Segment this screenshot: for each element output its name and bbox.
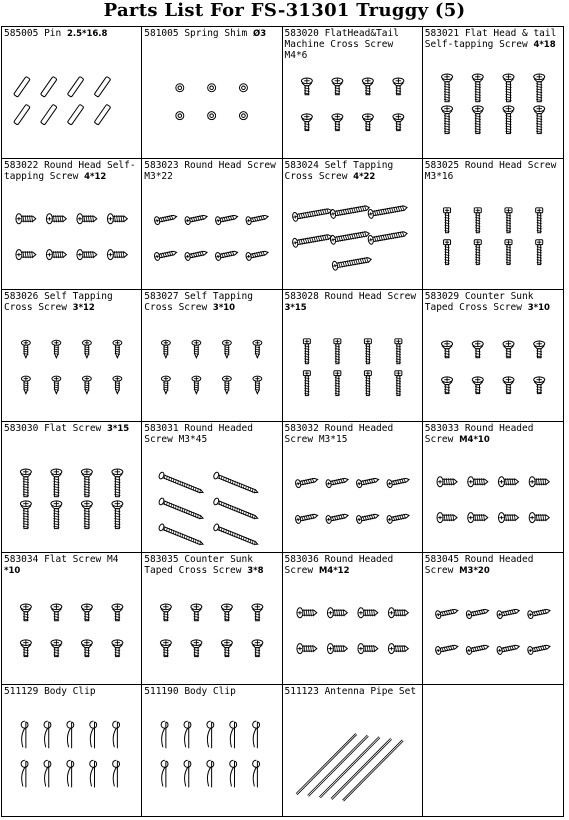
part-name: Self Tapping Cross Screw (284, 159, 394, 182)
flatshort-icon (392, 114, 403, 131)
capv-icon (364, 339, 371, 364)
flatshort-icon (441, 377, 452, 394)
capv-icon (333, 371, 340, 396)
pin-icon (40, 104, 57, 125)
part-name: Round Headed Screw (284, 554, 394, 576)
panv-icon (223, 340, 232, 357)
part-size: 4*12 (84, 171, 107, 182)
part-illustration (142, 290, 281, 421)
part-cell (2, 685, 142, 817)
part-code: 583020 (284, 28, 319, 39)
flatshort-icon (252, 604, 263, 621)
panv-icon (82, 340, 91, 357)
part-cell (283, 27, 423, 159)
roundh-icon (296, 608, 316, 618)
clip-icon (184, 721, 191, 748)
part-name: Spring Shim (184, 28, 248, 39)
roundhlong-icon (435, 642, 459, 654)
part-illustration (142, 422, 281, 553)
diaglong-icon (158, 471, 204, 495)
shim-icon (240, 112, 248, 120)
part-name: Flat Screw M4 (44, 554, 119, 565)
shim-icon (208, 112, 216, 120)
part-name: Antenna Pipe Set (324, 685, 417, 697)
clip-icon (21, 760, 28, 787)
part-code: 583036 (284, 554, 319, 565)
part-cell (142, 422, 282, 554)
flatshort-icon (191, 604, 202, 621)
part-illustration (2, 159, 141, 290)
part-name: Round Headed Screw M3*45 (144, 422, 253, 445)
pin-icon (14, 76, 31, 97)
roundhlong-icon (496, 607, 520, 619)
part-cell (423, 422, 563, 554)
part-cell (142, 553, 282, 685)
roundhlong-icon (154, 212, 178, 224)
panv-icon (21, 340, 30, 357)
part-size: 4*22 (353, 171, 376, 182)
part-name: Round Head Screw M3*22 (144, 159, 276, 182)
flatshort-icon (331, 78, 342, 95)
part-name: Self Tapping Cross Screw (144, 291, 253, 313)
parts-grid (1, 26, 564, 817)
roundh-icon (77, 213, 97, 223)
antenna-icon (319, 737, 379, 797)
roundhlong-icon (496, 642, 520, 654)
pin-icon (94, 104, 111, 125)
part-illustration (283, 685, 422, 817)
part-illustration (2, 27, 141, 158)
roundhlong-icon (294, 475, 318, 487)
part-code: 583031 (144, 422, 179, 434)
part-illustration (142, 685, 281, 817)
part-cell (423, 290, 563, 422)
flatlong-icon (441, 106, 452, 134)
flatshort-icon (362, 114, 373, 131)
flatshort-icon (441, 341, 452, 358)
flatshort-icon (301, 78, 312, 95)
part-code: 583033 (424, 422, 460, 434)
part-cell (423, 553, 563, 685)
flatlong-icon (472, 106, 483, 134)
part-name: Round Headed Screw (424, 422, 534, 445)
part-code: 583034 (4, 554, 39, 565)
part-illustration (283, 422, 422, 553)
roundhlong-icon (185, 248, 209, 260)
clip-icon (230, 721, 237, 748)
part-cell (2, 422, 142, 554)
clip-icon (207, 721, 214, 748)
part-cell (142, 27, 282, 159)
part-cell (142, 159, 282, 291)
antenna-icon (343, 740, 403, 800)
part-cell (2, 290, 142, 422)
part-illustration (2, 553, 141, 684)
part-code: 583029 (424, 291, 460, 302)
capv-icon (535, 207, 542, 232)
panv-icon (82, 376, 91, 393)
part-code: 583027 (144, 291, 179, 302)
part-name: Round Head Screw (324, 291, 417, 302)
part-size: *10 (4, 566, 21, 576)
flatshort-icon (362, 78, 373, 95)
roundhlong-icon (246, 212, 270, 224)
part-cell (142, 290, 282, 422)
clip-icon (230, 760, 237, 787)
part-cell (423, 27, 563, 159)
part-code: 583035 (144, 554, 179, 565)
diaglong-icon (213, 497, 259, 521)
part-illustration (423, 159, 563, 290)
flatshort-icon (252, 640, 263, 657)
antenna-icon (296, 733, 356, 793)
roundh-icon (529, 476, 549, 486)
shim-icon (176, 112, 184, 120)
panv-icon (162, 376, 171, 393)
part-name: Body Clip (44, 685, 96, 697)
clip-icon (161, 721, 168, 748)
flatlong-icon (503, 106, 514, 134)
roundh-icon (107, 249, 127, 259)
part-code: 581005 (144, 28, 179, 39)
clip-icon (184, 760, 191, 787)
part-size: Ø3 (252, 29, 267, 39)
part-illustration (283, 27, 422, 158)
flatlong-icon (51, 469, 62, 497)
part-name: FlatHead&Tail Machine Cross Screw M4*6 (284, 28, 399, 61)
flatshort-icon (81, 604, 92, 621)
flatshort-icon (191, 640, 202, 657)
roundhxl-icon (291, 231, 331, 247)
part-illustration (423, 422, 563, 553)
roundh-icon (357, 644, 377, 654)
flatshort-icon (112, 604, 123, 621)
flatshort-icon (51, 604, 62, 621)
flatshort-icon (472, 377, 483, 394)
pin-icon (14, 104, 31, 125)
part-size: 3*10 (527, 303, 550, 313)
roundh-icon (529, 512, 549, 522)
flatlong-icon (533, 74, 544, 102)
shim-icon (240, 84, 248, 92)
part-illustration (2, 290, 141, 421)
flatshort-icon (533, 341, 544, 358)
pin-icon (40, 76, 57, 97)
roundh-icon (107, 213, 127, 223)
capv-icon (394, 371, 401, 396)
roundh-icon (437, 512, 457, 522)
part-size: 3*15 (107, 423, 130, 434)
clip-icon (90, 721, 97, 748)
clip-icon (207, 760, 214, 787)
roundhlong-icon (246, 248, 270, 260)
capv-icon (474, 207, 481, 232)
capv-icon (505, 207, 512, 232)
part-cell (283, 553, 423, 685)
roundhxl-icon (329, 203, 369, 219)
part-cell (423, 685, 563, 817)
roundh-icon (46, 249, 66, 259)
part-name: Body Clip (184, 685, 236, 697)
part-code: 583025 (424, 159, 460, 171)
part-cell (2, 27, 142, 159)
clip-icon (44, 760, 51, 787)
roundh-icon (498, 476, 518, 486)
flatshort-icon (533, 377, 544, 394)
part-code: 511123 (284, 685, 319, 697)
part-code: 583021 (424, 28, 460, 39)
roundhxl-icon (291, 206, 331, 222)
capv-icon (303, 371, 310, 396)
part-size: 2.5*16.8 (66, 29, 108, 39)
antenna-icon (331, 738, 391, 798)
capv-icon (364, 371, 371, 396)
panv-icon (162, 340, 171, 357)
part-name: Counter Sunk Taped Cross Screw (144, 554, 253, 576)
shim-icon (208, 84, 216, 92)
part-cell (283, 290, 423, 422)
part-cell (283, 422, 423, 554)
clip-icon (67, 721, 74, 748)
part-illustration (142, 553, 281, 684)
roundh-icon (467, 476, 487, 486)
clip-icon (253, 760, 260, 787)
flatshort-icon (51, 640, 62, 657)
clip-icon (44, 721, 51, 748)
roundh-icon (388, 644, 408, 654)
roundhlong-icon (154, 248, 178, 260)
flatlong-icon (81, 469, 92, 497)
roundhxl-icon (329, 229, 369, 245)
roundh-icon (16, 213, 36, 223)
part-cell (2, 159, 142, 291)
roundhlong-icon (325, 475, 349, 487)
part-illustration (142, 159, 281, 290)
part-illustration (2, 422, 141, 553)
flatlong-icon (51, 500, 62, 528)
page-title: Parts List For FS-31301 Truggy (5) (103, 0, 466, 21)
roundhlong-icon (325, 511, 349, 523)
part-size: 3*15 (284, 303, 307, 313)
flatshort-icon (503, 341, 514, 358)
part-code: 511129 (4, 685, 39, 697)
capv-icon (443, 239, 450, 264)
roundhlong-icon (185, 212, 209, 224)
part-name: Flat Head & tail Self-tapping Screw (424, 28, 557, 50)
diaglong-icon (158, 523, 204, 547)
roundhlong-icon (215, 248, 239, 260)
clip-icon (113, 721, 120, 748)
flatshort-icon (503, 377, 514, 394)
panv-icon (52, 376, 61, 393)
panv-icon (113, 376, 122, 393)
roundh-icon (437, 476, 457, 486)
roundhlong-icon (527, 607, 551, 619)
flatlong-icon (112, 500, 123, 528)
part-name: Self Tapping Cross Screw (4, 291, 113, 313)
panv-icon (253, 340, 262, 357)
roundhxl-icon (367, 203, 407, 219)
part-cell (283, 685, 423, 817)
flatlong-icon (20, 469, 31, 497)
part-illustration (283, 290, 422, 421)
part-illustration (2, 685, 141, 817)
roundh-icon (357, 608, 377, 618)
antenna-icon (308, 735, 368, 795)
clip-icon (67, 760, 74, 787)
capv-icon (535, 239, 542, 264)
part-name: Counter Sunk Taped Cross Screw (424, 291, 534, 313)
shim-icon (176, 84, 184, 92)
part-code: 583045 (424, 554, 460, 565)
pin-icon (94, 76, 111, 97)
part-size: 3*8 (247, 566, 264, 576)
roundh-icon (327, 608, 347, 618)
flatlong-icon (20, 500, 31, 528)
part-cell (283, 159, 423, 291)
part-size: M3*20 (459, 566, 490, 576)
part-size: 3*12 (72, 303, 95, 313)
capv-icon (394, 339, 401, 364)
part-illustration (283, 553, 422, 684)
roundh-icon (16, 249, 36, 259)
capv-icon (303, 339, 310, 364)
roundh-icon (327, 644, 347, 654)
roundh-icon (467, 512, 487, 522)
roundhlong-icon (355, 511, 379, 523)
part-name: Round Headed Screw M3*15 (284, 422, 394, 445)
roundhlong-icon (435, 607, 459, 619)
roundhlong-icon (386, 475, 410, 487)
capv-icon (443, 207, 450, 232)
part-illustration (283, 159, 422, 290)
flatshort-icon (161, 640, 172, 657)
panv-icon (192, 376, 201, 393)
roundhlong-icon (215, 212, 239, 224)
clip-icon (161, 760, 168, 787)
part-cell (2, 553, 142, 685)
capv-icon (474, 239, 481, 264)
flatlong-icon (112, 469, 123, 497)
pin-icon (67, 76, 84, 97)
part-name: Pin (44, 28, 62, 39)
part-cell (142, 685, 282, 817)
panv-icon (113, 340, 122, 357)
flatshort-icon (161, 604, 172, 621)
part-code: 583023 (144, 159, 179, 171)
roundh-icon (498, 512, 518, 522)
panv-icon (192, 340, 201, 357)
panv-icon (52, 340, 61, 357)
part-code: 511190 (144, 685, 179, 697)
roundh-icon (77, 249, 97, 259)
flatshort-icon (20, 640, 31, 657)
roundhlong-icon (527, 642, 551, 654)
flatshort-icon (392, 78, 403, 95)
roundhlong-icon (386, 511, 410, 523)
diaglong-icon (213, 523, 259, 547)
clip-icon (90, 760, 97, 787)
clip-icon (113, 760, 120, 787)
roundhlong-icon (465, 642, 489, 654)
part-size: 4*18 (533, 40, 556, 50)
part-code: 583030 (4, 422, 39, 434)
diaglong-icon (213, 471, 259, 495)
part-illustration (423, 290, 563, 421)
flatshort-icon (301, 114, 312, 131)
roundhlong-icon (355, 475, 379, 487)
roundh-icon (296, 644, 316, 654)
part-code: 583026 (4, 291, 39, 302)
part-size: M4*10 (459, 434, 490, 445)
flatshort-icon (472, 341, 483, 358)
flatshort-icon (331, 114, 342, 131)
clip-icon (253, 721, 260, 748)
part-illustration (423, 27, 563, 158)
flatshort-icon (20, 604, 31, 621)
capv-icon (333, 339, 340, 364)
part-name: Round Head Screw M3*16 (424, 159, 557, 182)
panv-icon (223, 376, 232, 393)
flatlong-icon (441, 74, 452, 102)
roundh-icon (388, 608, 408, 618)
part-cell (423, 159, 563, 291)
part-code: 583028 (284, 291, 319, 302)
flatlong-icon (472, 74, 483, 102)
part-size: M4*12 (318, 566, 350, 576)
flatlong-icon (503, 74, 514, 102)
part-code: 583032 (284, 422, 319, 434)
flatshort-icon (222, 640, 233, 657)
roundhxl-icon (367, 229, 407, 245)
pin-icon (67, 104, 84, 125)
flatlong-icon (81, 500, 92, 528)
panv-icon (21, 376, 30, 393)
part-illustration (142, 27, 281, 158)
roundhlong-icon (465, 607, 489, 619)
flatshort-icon (81, 640, 92, 657)
part-illustration (423, 553, 563, 684)
roundhlong-icon (294, 511, 318, 523)
part-name: Round Headed Screw (424, 554, 534, 576)
part-name: Round Head Self-tapping Screw (4, 159, 136, 182)
flatshort-icon (222, 604, 233, 621)
part-name: Flat Screw (44, 422, 102, 434)
part-code: 583022 (4, 159, 39, 171)
part-code: 583024 (284, 159, 319, 171)
capv-icon (505, 239, 512, 264)
part-code: 585005 (4, 28, 39, 39)
roundh-icon (46, 213, 66, 223)
flatlong-icon (533, 106, 544, 134)
flatshort-icon (112, 640, 123, 657)
clip-icon (21, 721, 28, 748)
part-size: 3*10 (212, 303, 236, 313)
roundhxl-icon (331, 254, 371, 270)
diaglong-icon (158, 497, 204, 521)
panv-icon (253, 376, 262, 393)
